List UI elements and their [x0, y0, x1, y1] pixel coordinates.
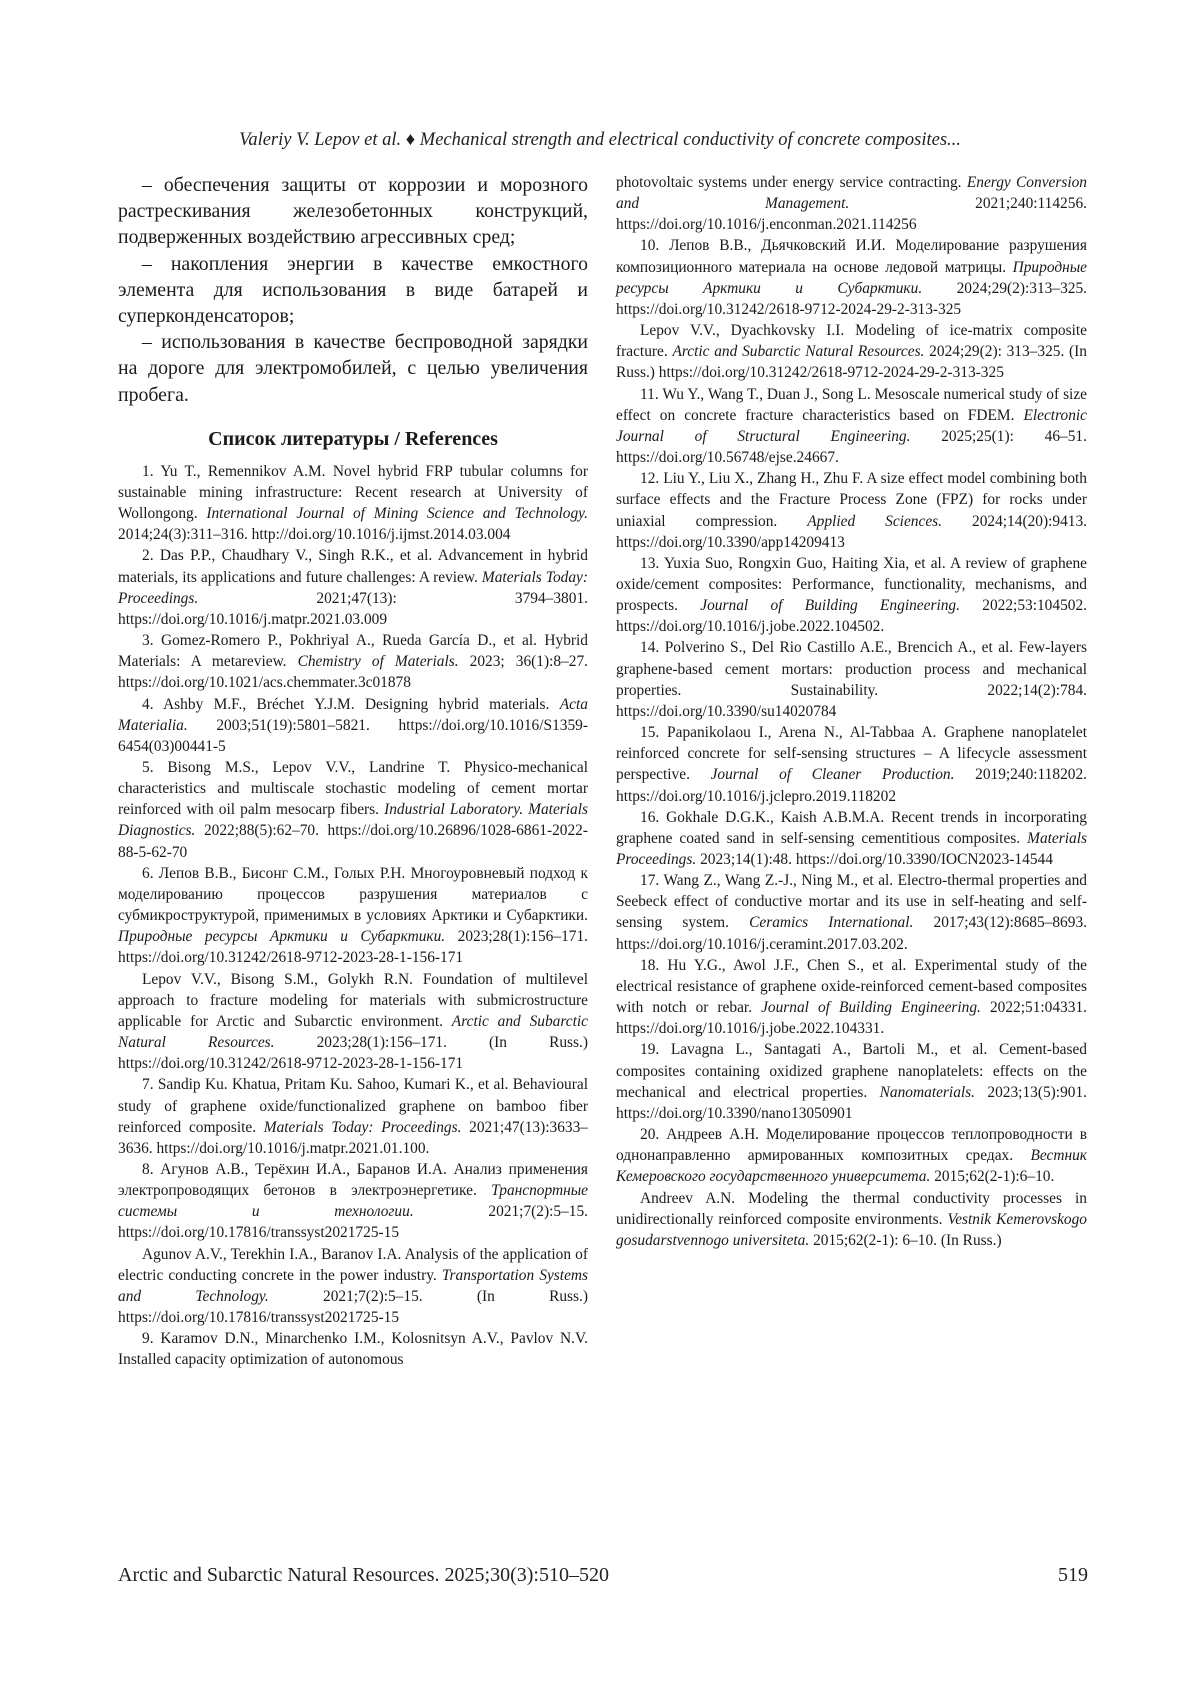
reference-item	[118, 863, 588, 969]
ref-source: Природные ресурсы Арктики и Субарктики.	[118, 928, 446, 946]
ref-source: Journal of Cleaner Production.	[710, 766, 955, 784]
ref-source: Природные ресурсы Арктики и Субарктики.	[616, 258, 1087, 297]
ref-text: 13. Yuxia Suo, Rongxin Guo, Haiting Xia, et al. A review of graphene oxide/cement composites: Performance, functionality, mechanisms, and prospects.	[616, 554, 1087, 615]
ref-source: Materials Today: Proceedings.	[118, 568, 588, 607]
ref-details: 2003;51(19):5801–5821. https://doi.org/10.1016/S1359-6454(03)00441-5	[118, 716, 588, 755]
reference-item	[118, 694, 588, 757]
ref-text: 19. Lavagna L., Santagati A., Bartoli M., et al. Cement-based composites containing oxidized graphene nanoplatelets: effects on the mechanical and electrical properties.	[616, 1041, 1087, 1101]
running-header: Valeriy V. Lepov et al. ♦ Mechanical strength and electrical conductivity of concrete composites...	[239, 130, 961, 150]
reference-item	[616, 1124, 1087, 1187]
ref-text: 3. Gomez-Romero P., Pokhriyal A., Rueda García D., et al. Hybrid Materials: A metareview.	[118, 632, 588, 671]
reference-item	[118, 461, 588, 546]
reference-item	[616, 870, 1087, 955]
ref-text: 1. Yu T., Remennikov A.M. Novel hybrid FRP tubular columns for sustainable mining infrastructure: Recent research at University of Wollongong.	[118, 462, 588, 523]
reference-item	[616, 637, 1087, 722]
ref-source: Applied Sciences.	[807, 512, 942, 530]
reference-item	[616, 1188, 1087, 1251]
ref-text: 4. Ashby M.F., Bréchet Y.J.M. Designing hybrid materials.	[142, 695, 560, 713]
ref-details: 2024;29(2):313–325. https://doi.org/10.31242/2618-9712-2024-29-2-313-325	[616, 279, 1087, 318]
ref-source: Materials Proceedings.	[616, 829, 1087, 868]
ref-text: 6. Лепов В.В., Бисонг С.М., Голых Р.Н. Многоуровневый подход к моделированию процессов разрушения материалов с субмикроструктурой, применимых в условиях Арктики и Субарктики.	[118, 864, 588, 925]
bullet-item: – накопления энергии в качестве емкостного элемента для использования в виде батарей и суперконденсаторов;	[118, 252, 588, 328]
ref-text: 12. Liu Y., Liu X., Zhang H., Zhu F. A size effect model combining both surface effects and the Fracture Process Zone (FPZ) for rocks under uniaxial compression.	[616, 470, 1087, 530]
reference-item	[118, 1328, 588, 1370]
reference-item	[118, 757, 588, 863]
bullet-item: – обеспечения защиты от коррозии и морозного растрескивания железобетонных конструкций, подверженных воздействию агрессивных сред;	[118, 174, 588, 249]
reference-item	[616, 955, 1087, 1040]
ref-source: Транспортные системы и технологии.	[118, 1182, 588, 1221]
reference-item	[118, 969, 588, 1075]
ref-source: Transportation Systems and Technology.	[118, 1266, 589, 1305]
references-heading: Список литературы / References	[208, 427, 498, 450]
ref-source: Вестник Кемеровского государственного университета.	[616, 1147, 1087, 1186]
ref-source: Arctic and Subarctic Natural Resources.	[118, 1012, 589, 1052]
left-column	[118, 172, 588, 1371]
ref-source: Materials Today: Proceedings.	[263, 1118, 462, 1136]
ref-details: 2022;53:104502. https://doi.org/10.1016/j.jobe.2022.104502.	[616, 597, 1088, 636]
reference-item	[118, 1159, 588, 1244]
ref-text: 10. Лепов В.В., Дьячковский И.И. Моделирование разрушения композиционного материала на основе ледовой матрицы.	[616, 237, 1087, 276]
ref-text: photovoltaic systems under energy service contracting.	[616, 174, 967, 191]
ref-details: 2019;240:118202. https://doi.org/10.1016/j.jclepro.2019.118202	[616, 766, 1087, 805]
ref-details: 2015;62(2-1): 6–10. (In Russ.)	[809, 1231, 1002, 1249]
ref-source: Journal of Building Engineering.	[761, 999, 981, 1017]
ref-source: Electronic Journal of Structural Engineering.	[616, 406, 1087, 445]
reference-item	[118, 1244, 588, 1329]
ref-text: 15. Papanikolaou I., Arena N., Al-Tabbaa A. Graphene nanoplatelet reinforced concrete for self-sensing structures – A lifecycle assessment perspective.	[616, 724, 1087, 784]
ref-details: 2014;24(3):311–316. http://doi.org/10.1016/j.ijmst.2014.03.004	[118, 526, 511, 544]
ref-source: Vestnik Kemerovskogo gosudarstvennogo universiteta.	[616, 1210, 1087, 1249]
ref-details: 2024;14(20):9413. https://doi.org/10.3390/app14209413	[616, 512, 1087, 551]
ref-text: 16. Gokhale D.G.K., Kaish A.B.M.A. Recent trends in incorporating graphene coated sand in self-sensing cementitious composites.	[616, 808, 1087, 847]
ref-text: 8. Агунов А.В., Терёхин И.А., Баранов И.А. Анализ применения электропроводящих бетонов в электроэнергетике.	[118, 1160, 588, 1200]
ref-source: Arctic and Subarctic Natural Resources.	[672, 343, 925, 361]
ref-source: Acta Materialia.	[118, 695, 588, 734]
ref-text: 7. Sandip Ku. Khatua, Pritam Ku. Sahoo, Kumari K., et al. Behavioural study of graphene oxide/functionalized graphene on bamboo fiber reinforced composite.	[118, 1076, 588, 1136]
reference-item	[616, 1039, 1087, 1124]
ref-details: 2023;28(1):156–171. (In Russ.) https://doi.org/10.31242/2618-9712-2023-28-1-156-171	[118, 1034, 588, 1073]
ref-text: Andreev A.N. Modeling the thermal conductivity processes in unidirectionally reinforced composite environments.	[616, 1189, 1087, 1228]
ref-text: 5. Bisong M.S., Lepov V.V., Landrine T. Physico-mechanical characteristics and multiscale stochastic modeling of cement mortar reinforced with oil palm mesocarp fibers.	[118, 759, 588, 819]
ref-details: 2023;13(5):901. https://doi.org/10.3390/nano13050901	[616, 1083, 1087, 1122]
ref-details: 2021;7(2):5–15. https://doi.org/10.17816/transsyst2021725-15	[118, 1203, 588, 1242]
ref-source: Ceramics International.	[749, 914, 914, 932]
ref-text: 9. Karamov D.N., Minarchenko I.M., Kolosnitsyn A.V., Pavlov N.V. Installed capacity optimization of autonomous	[118, 1330, 588, 1369]
ref-details: 2023;28(1):156–171. https://doi.org/10.31242/2618-9712-2023-28-1-156-171	[118, 928, 589, 967]
ref-source: Nanomaterials.	[879, 1083, 975, 1101]
reference-item	[616, 807, 1087, 870]
ref-text: Lepov V.V., Dyachkovsky I.I. Modeling of ice-matrix composite fracture.	[616, 322, 1087, 361]
reference-item	[616, 722, 1087, 807]
bullet-item: – использования в качестве беспроводной зарядки на дороге для электромобилей, с целью увеличения пробега.	[118, 331, 588, 406]
page-number: 519	[1058, 1564, 1088, 1586]
ref-text: 2. Das P.P., Chaudhary V., Singh R.K., et al. Advancement in hybrid materials, its applications and future challenges: A review.	[118, 547, 588, 586]
reference-item	[118, 545, 588, 630]
reference-item-continued	[616, 172, 1087, 235]
ref-details: 2021;47(13): 3794–3801. https://doi.org/10.1016/j.matpr.2021.03.009	[118, 589, 588, 628]
ref-source: Energy Conversion and Management.	[616, 174, 1088, 213]
ref-details: 2021;240:114256. https://doi.org/10.1016/j.enconman.2021.114256	[616, 195, 1087, 234]
ref-source: Journal of Building Engineering.	[700, 597, 960, 615]
ref-text: 18. Hu Y.G., Awol J.F., Chen S., et al. Experimental study of the electrical resistance of graphene oxide-reinforced cement-based composites with notch or rebar.	[616, 956, 1087, 1017]
reference-item	[118, 1074, 588, 1159]
ref-details: 2024;29(2): 313–325. (In Russ.) https://doi.org/10.31242/2618-9712-2024-29-2-313-325	[616, 343, 1088, 382]
ref-details: 2025;25(1): 46–51. https://doi.org/10.56748/ejse.24667.	[616, 427, 1087, 467]
ref-details: 2023; 36(1):8–27. https://doi.org/10.1021/acs.chemmater.3c01878	[118, 653, 588, 692]
ref-source: Industrial Laboratory. Materials Diagnostics.	[118, 801, 588, 840]
ref-details: 2015;62(2-1):6–10.	[930, 1168, 1055, 1186]
ref-details: 2021;7(2):5–15. (In Russ.) https://doi.org/10.17816/transsyst2021725-15	[118, 1287, 588, 1327]
reference-item	[616, 553, 1087, 638]
right-column	[616, 172, 1087, 1251]
ref-text: Lepov V.V., Bisong S.M., Golykh R.N. Foundation of multilevel approach to fracture modeling for materials with submicrostructure applicable for Arctic and Subarctic environment.	[118, 970, 588, 1030]
reference-item	[616, 384, 1087, 469]
reference-item	[616, 468, 1087, 553]
ref-details: 2023;14(1):48. https://doi.org/10.3390/IOCN2023-14544	[696, 851, 1053, 868]
ref-details: 2022;88(5):62–70. https://doi.org/10.26896/1028-6861-2022-88-5-62-70	[118, 822, 588, 861]
ref-text: 14. Polverino S., Del Rio Castillo A.E., Brencich A., et al. Few-layers graphene-based cement mortars: production process and mechanical properties. Sustainability. 2022;14(2):784. https://doi.org/10.3390/su14020784	[616, 639, 1087, 720]
ref-text: 20. Андреев А.Н. Моделирование процессов теплопроводности в однонаправленно армированных композитных средах.	[616, 1126, 1087, 1165]
bullet-list	[118, 172, 588, 408]
ref-details: 2017;43(12):8685–8693. https://doi.org/10.1016/j.ceramint.2017.03.202.	[616, 914, 1087, 953]
ref-details: 2022;51:04331. https://doi.org/10.1016/j.jobe.2022.104331.	[616, 999, 1087, 1038]
reference-item	[616, 320, 1087, 383]
ref-text: 11. Wu Y., Wang T., Duan J., Song L. Mesoscale numerical study of size effect on concrete fracture characteristics based on FDEM.	[616, 385, 1087, 424]
ref-source: Chemistry of Materials.	[297, 653, 459, 671]
ref-source: International Journal of Mining Science and Technology.	[206, 505, 588, 523]
ref-text: 17. Wang Z., Wang Z.-J., Ning M., et al. Electro-thermal properties and Seebeck effect of conductive mortar and its use in self-heating and self-sensing system.	[616, 872, 1087, 932]
reference-item	[616, 235, 1087, 320]
ref-details: 2021;47(13):3633–3636. https://doi.org/10.1016/j.matpr.2021.01.100.	[118, 1118, 588, 1157]
reference-item	[118, 630, 588, 693]
ref-text: Agunov A.V., Terekhin I.A., Baranov I.A. Analysis of the application of electric conducting concrete in the power industry.	[118, 1245, 588, 1284]
footer-journal-citation: Arctic and Subarctic Natural Resources. 2025;30(3):510–520	[118, 1564, 609, 1586]
